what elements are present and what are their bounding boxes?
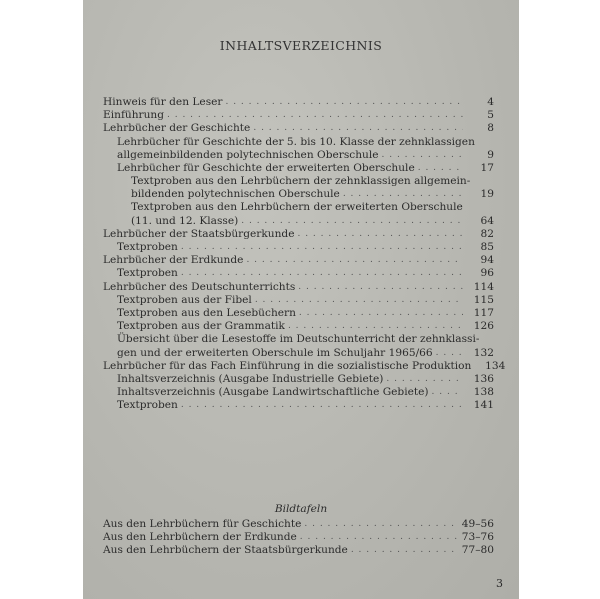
toc-entry — [103, 399, 494, 412]
dot-leader — [382, 149, 464, 162]
toc-entry-page: 19 — [480, 188, 494, 201]
toc-entry-title: Aus den Lehrbüchern der Staatsbürgerkunde — [103, 544, 348, 557]
toc-entry-page: 115 — [473, 293, 494, 306]
toc-entry-title: Lehrbücher der Geschichte — [103, 122, 251, 135]
toc-entry-page: 73–76 — [461, 531, 494, 544]
plates-list — [103, 518, 494, 558]
dot-leader — [181, 241, 463, 254]
toc-entry — [103, 531, 494, 544]
toc-entry-title: Hinweis für den Leser — [103, 95, 223, 108]
dot-leader — [343, 188, 463, 201]
dot-leader — [304, 518, 458, 531]
toc-entry — [103, 294, 494, 307]
toc-entry — [103, 373, 494, 386]
toc-entry-title: Textproben — [117, 241, 178, 254]
dot-leader — [299, 307, 463, 320]
toc-entry — [103, 241, 494, 254]
toc-entry-page: 77–80 — [461, 544, 494, 557]
toc-entry-title: Aus den Lehrbüchern der Erdkunde — [103, 531, 297, 544]
toc-entry-title: Lehrbücher der Staatsbürgerkunde — [103, 227, 295, 240]
toc-entry-title: Lehrbücher für das Fach Einführung in die sozialistische Produktion — [103, 359, 472, 372]
toc-entry — [103, 215, 494, 228]
dot-leader — [351, 544, 459, 557]
toc-entry — [103, 267, 494, 280]
toc-entry — [103, 228, 494, 241]
toc-entry — [103, 109, 494, 122]
toc-entry-page: 4 — [487, 95, 494, 108]
toc-entry-title: allgemeinbildenden polytechnischen Oberschule — [117, 148, 379, 161]
toc-entry-title: Textproben aus den Lehrbüchern der erweiterten Oberschule — [131, 201, 463, 214]
toc-entry-title: Inhaltsverzeichnis (Ausgabe Landwirtschaftliche Gebiete) — [117, 386, 429, 399]
toc-entry-title: Übersicht über die Lesestoffe im Deutschunterricht der zehnklassi- — [117, 333, 480, 346]
dot-leader — [181, 267, 463, 280]
toc-entry-page: 132 — [473, 346, 494, 359]
toc-entry-title: Lehrbücher der Erdkunde — [103, 254, 244, 267]
toc-entry-title: Einführung — [103, 109, 165, 122]
toc-entry-page: 85 — [480, 241, 494, 254]
toc-entry-title: Textproben aus den Lesebüchern — [117, 306, 296, 319]
toc-entry — [103, 386, 494, 399]
toc-entry-page: 64 — [480, 214, 494, 227]
toc-entry — [103, 347, 494, 360]
toc-entry — [103, 202, 494, 215]
toc-entry-title: Inhaltsverzeichnis (Ausgabe Industrielle Gebiete) — [117, 372, 384, 385]
toc-entry-page: 134 — [485, 359, 506, 372]
book-page — [83, 0, 519, 599]
toc-entry-title: Textproben — [117, 399, 178, 412]
dot-leader — [418, 162, 463, 175]
toc-entry — [103, 307, 494, 320]
toc-entry-title: Textproben aus der Fibel — [117, 293, 252, 306]
toc-entry — [103, 188, 494, 201]
toc-entry-page: 49–56 — [461, 517, 494, 530]
toc-entry — [103, 122, 494, 135]
toc-entry-page: 94 — [480, 254, 494, 267]
dot-leader — [386, 373, 463, 386]
toc-entry-title: Lehrbücher des Deutschunterrichts — [103, 280, 296, 293]
toc-entry — [103, 96, 494, 109]
dot-leader — [300, 531, 459, 544]
toc-entry — [103, 320, 494, 333]
toc-entry-title: Lehrbücher für Geschichte der erweiterten Oberschule — [117, 161, 415, 174]
dot-leader — [246, 254, 463, 267]
toc-entry — [103, 149, 494, 162]
table-of-contents — [103, 95, 506, 413]
toc-entry-page: 8 — [487, 122, 494, 135]
dot-leader — [167, 109, 463, 122]
toc-entry — [103, 518, 494, 531]
plates-heading: Bildtafeln — [274, 503, 328, 515]
toc-entry-page: 9 — [487, 148, 494, 161]
dot-leader — [288, 320, 463, 333]
dot-leader — [225, 96, 463, 109]
dot-leader — [298, 281, 463, 294]
toc-entry-page: 136 — [473, 372, 494, 385]
toc-entry — [103, 333, 494, 346]
dot-leader — [181, 399, 463, 412]
toc-entry-title: gen und der erweiterten Oberschule im Schuljahr 1965/66 — [117, 346, 433, 359]
dot-leader — [432, 386, 463, 399]
dot-leader — [241, 215, 463, 228]
toc-entry-page: 17 — [480, 161, 494, 174]
toc-entry-title: Textproben — [117, 267, 178, 280]
page-number: 3 — [496, 577, 503, 590]
dot-leader — [436, 347, 463, 360]
toc-entry-page: 141 — [473, 399, 494, 412]
toc-entry-page: 5 — [487, 109, 494, 122]
toc-entry-page: 138 — [473, 386, 494, 399]
toc-entry-title: Aus den Lehrbüchern für Geschichte — [103, 517, 302, 530]
toc-entry-page: 114 — [473, 280, 494, 293]
dot-leader — [297, 228, 463, 241]
toc-entry-title: Textproben aus der Grammatik — [117, 320, 285, 333]
toc-entry-title: Textproben aus den Lehrbüchern der zehnklassigen allgemein- — [131, 175, 471, 188]
toc-entry — [103, 162, 494, 175]
toc-entry — [103, 281, 494, 294]
toc-entry-title: bildenden polytechnischen Oberschule — [131, 188, 340, 201]
toc-entry — [103, 136, 494, 149]
toc-entry-title: (11. und 12. Klasse) — [131, 214, 239, 227]
toc-entry-page: 82 — [480, 227, 494, 240]
dot-leader — [253, 122, 463, 135]
toc-entry-page: 117 — [473, 306, 494, 319]
toc-entry — [103, 254, 494, 267]
toc-entry-title: Lehrbücher für Geschichte der 5. bis 10. Klasse der zehnklassigen — [117, 135, 475, 148]
toc-entry-page: 96 — [480, 267, 494, 280]
page-title: INHALTSVERZEICHNIS — [219, 38, 383, 53]
dot-leader — [255, 294, 463, 307]
toc-entry-page: 126 — [473, 320, 494, 333]
toc-entry — [103, 544, 494, 557]
toc-entry — [103, 359, 506, 373]
toc-entry — [103, 175, 494, 188]
